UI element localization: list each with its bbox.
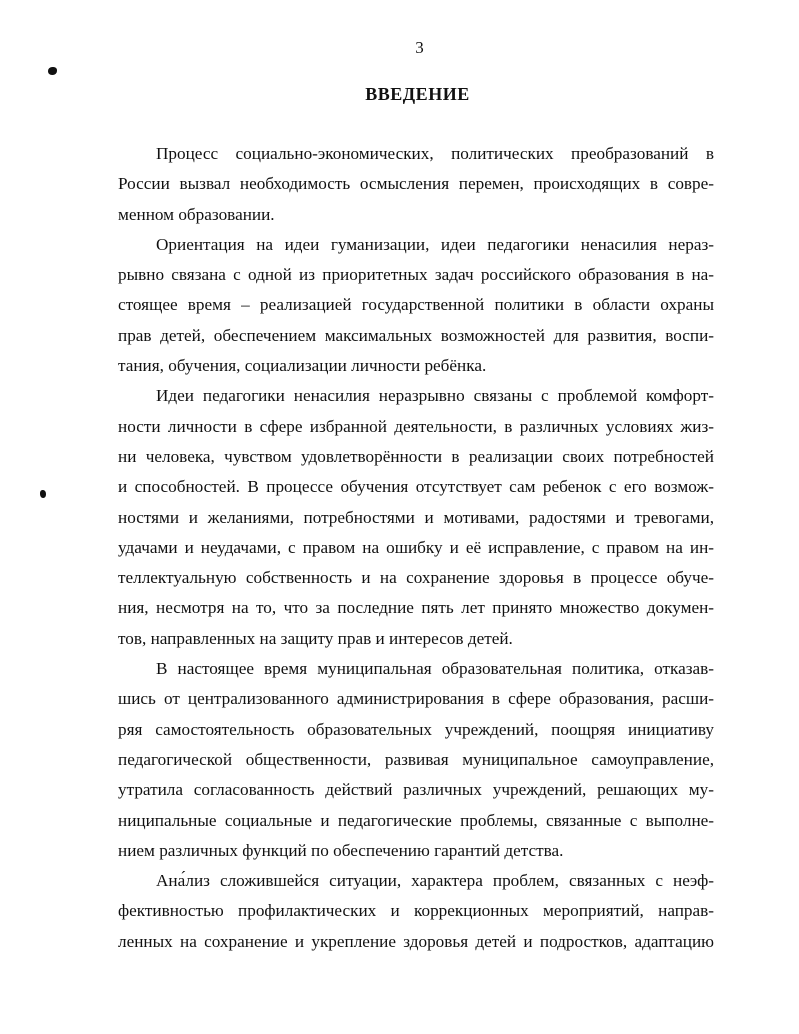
text-line: рывно связана с одной из приоритетных задач российского образования в на-	[118, 265, 714, 285]
text-line: тов, направленных на защиту прав и интересов детей.	[118, 628, 513, 648]
text-line: ниципальные социальные и педагогические проблемы, связанные с выполне-	[118, 810, 714, 830]
text-line: Процесс социально-экономических, политических преобразований в	[156, 144, 714, 163]
text-line: ности личности в сфере избранной деятельности, в различных условиях жиз-	[118, 416, 714, 436]
body-text	[118, 139, 714, 957]
text-line: педагогической общественности, развивая муниципальное самоуправление,	[118, 749, 714, 769]
scan-speck	[48, 67, 57, 75]
text-line: фективностью профилактических и коррекционных мероприятий, направ-	[118, 901, 714, 921]
text-line: прав детей, обеспечением максимальных возможностей для развития, воспи-	[118, 325, 714, 345]
text-line: шись от централизованного администрирования в сфере образования, расши-	[118, 689, 714, 709]
page-title: ВВЕДЕНИЕ	[365, 84, 470, 104]
text-line: теллектуальную собственность и на сохранение здоровья в процессе обуче-	[118, 568, 714, 588]
scan-speck	[40, 490, 46, 498]
paragraph	[118, 866, 714, 957]
paragraph	[118, 654, 714, 866]
text-line: ния, несмотря на то, что за последние пять лет принято множество докумен-	[118, 598, 714, 618]
paragraph	[118, 139, 714, 230]
text-line: нием различных функций по обеспечению гарантий детства.	[118, 840, 564, 860]
text-line: Ориентация на идеи гуманизации, идеи педагогики ненасилия нераз-	[156, 234, 714, 254]
text-line: В настоящее время муниципальная образовательная политика, отказав-	[156, 659, 714, 679]
text-line: утратила согласованность действий различных учреждений, решающих му-	[118, 780, 714, 800]
text-line: тания, обучения, социализации личности ребёнка.	[118, 356, 487, 376]
text-line: ленных на сохранение и укрепление здоровья детей и подростков, адаптацию	[118, 931, 714, 951]
paragraph	[118, 230, 714, 381]
text-line: стоящее время – реализацией государственной политики в области охраны	[118, 295, 714, 315]
text-line: менном образовании.	[118, 204, 275, 224]
text-line: Ана́лиз сложившейся ситуации, характера проблем, связанных с неэф-	[156, 871, 714, 891]
text-line: и способностей. В процессе обучения отсутствует сам ребенок с его возмож-	[118, 477, 714, 497]
text-line: ни человека, чувством удовлетворённости в реализации своих потребностей	[118, 446, 714, 466]
text-line: ностями и желаниями, потребностями и мотивами, радостями и тревогами,	[118, 507, 714, 527]
text-line: Идеи педагогики ненасилия неразрывно связаны с проблемой комфорт-	[156, 386, 714, 406]
page-number: 3	[415, 38, 424, 57]
paragraph	[118, 381, 714, 654]
text-line: России вызвал необходимость осмысления перемен, происходящих в совре-	[118, 174, 714, 194]
text-line: удачами и неудачами, с правом на ошибку и её исправление, с правом на ин-	[118, 537, 714, 557]
text-line: ряя самостоятельность образовательных учреждений, поощряя инициативу	[118, 719, 714, 739]
